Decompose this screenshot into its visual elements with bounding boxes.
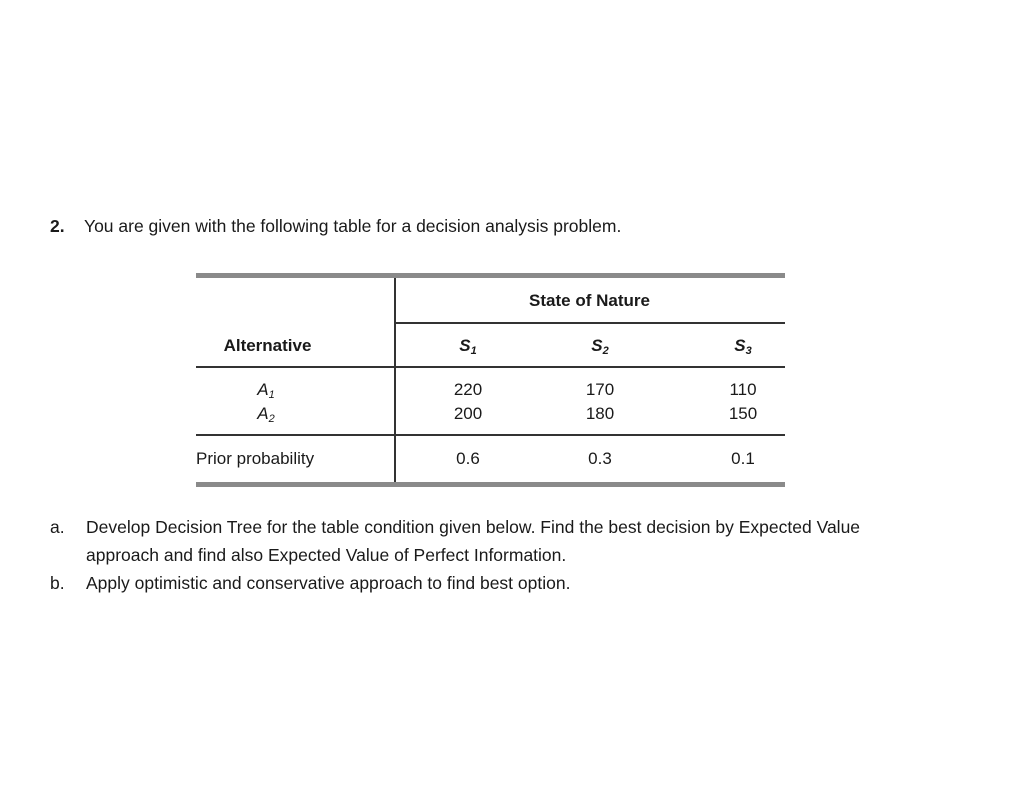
decision-table [196, 273, 785, 489]
payoff-a2-s3: 150 [728, 404, 758, 423]
payoff-a1-s2: 170 [585, 380, 615, 399]
prior-rule [196, 434, 785, 436]
payoff-a1-s3: 110 [729, 380, 757, 399]
payoff-a2-s2: 180 [585, 404, 615, 423]
question-heading [50, 216, 621, 237]
question-number: 2. [50, 216, 65, 236]
prior-s1: 0.6 [456, 449, 480, 468]
state-header-s3: $S_3$ [734, 336, 752, 357]
table-top-rule [196, 273, 785, 278]
column-header-rule [196, 366, 785, 368]
state-of-nature-header: State of Nature [529, 291, 650, 310]
group-header-rule [394, 322, 785, 324]
payoff-a2-s1: 200 [453, 404, 483, 423]
sub-question-marker: a. [50, 517, 65, 537]
alternative-a2: $A_2$ [257, 404, 275, 425]
sub-question-text: Develop Decision Tree for the table condition given below. Find the best decision by Expected Value approach and find also Expected Value of Perfect Information. [86, 517, 861, 565]
prior-s2: 0.3 [588, 449, 612, 468]
sub-question-marker: b. [50, 573, 65, 593]
sub-question-text: Apply optimistic and conservative approach to find best option. [86, 573, 571, 593]
sub-questions [50, 513, 926, 597]
alternative-a1: $A_1$ [257, 380, 275, 401]
alternative-header: Alternative [223, 336, 312, 355]
table-bottom-rule [196, 482, 785, 487]
state-header-s1: $S_1$ [459, 336, 477, 357]
sub-question-b [50, 569, 926, 597]
state-header-s2: $S_2$ [591, 336, 609, 357]
prior-s3: 0.1 [731, 449, 755, 468]
payoff-a1-s1: 220 [453, 380, 483, 399]
sub-question-a [50, 513, 926, 569]
prior-probability-label: Prior probability [196, 449, 315, 468]
question-text: You are given with the following table for a decision analysis problem. [84, 216, 622, 236]
